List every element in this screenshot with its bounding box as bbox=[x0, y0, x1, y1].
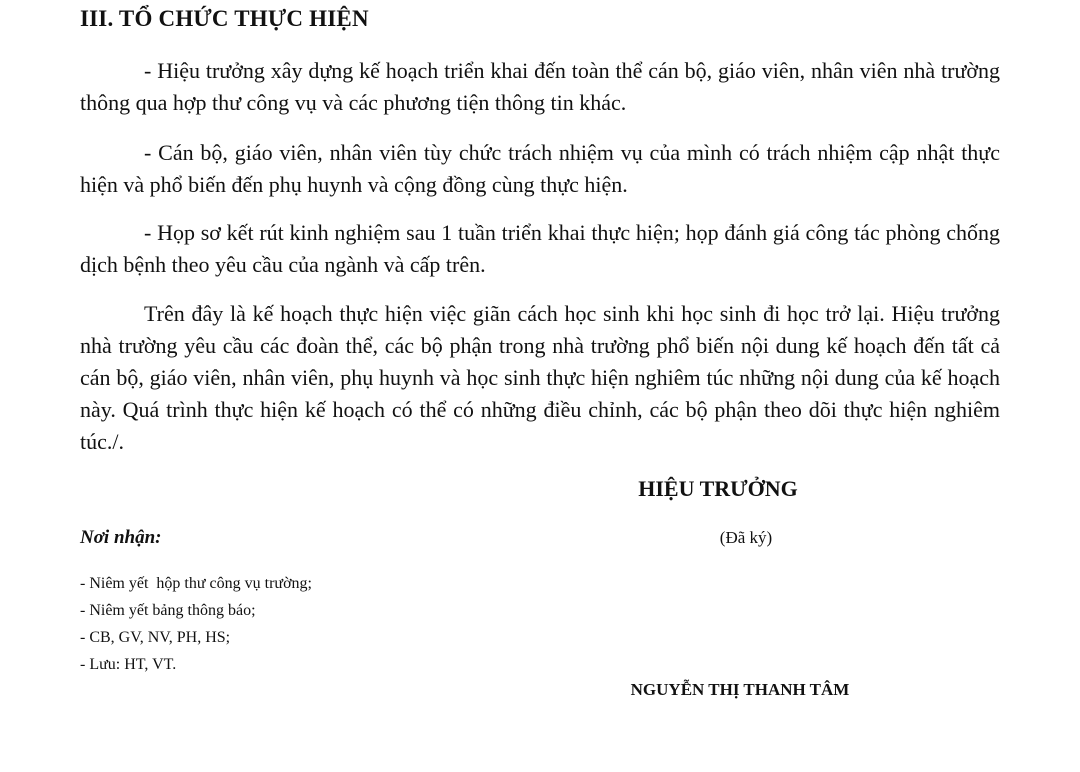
paragraph-assignment-principal: - Hiệu trưởng xây dựng kế hoạch triển khai đến toàn thể cán bộ, giáo viên, nhân viên nhà trường thông qua hợp thư công vụ và các phương tiện thông tin khác. bbox=[80, 58, 1000, 115]
signatory-name: NGUYỄN THỊ THANH TÂM bbox=[630, 680, 850, 699]
recipient-item: - Niêm yết hộp thư công vụ trường; bbox=[80, 575, 312, 592]
recipients-list bbox=[80, 570, 312, 678]
recipients-label: Nơi nhận: bbox=[80, 527, 162, 548]
paragraph-conclusion: Trên đây là kế hoạch thực hiện việc giãn cách học sinh khi học sinh đi học trở lại. Hiệu trưởng nhà trường yêu cầu các đoàn thể, các bộ phận trong nhà trường phổ biến nội dung kế hoạch đến tất cả cán bộ, giáo viên, nhân viên, phụ huynh và học sinh thực hiện nghiêm túc những nội dung của kế hoạch này. Quá trình thực hiện kế hoạch có thể có những điều chỉnh, các bộ phận theo dõi thực hiện nghiêm túc./. bbox=[80, 301, 1000, 454]
recipient-item: - Lưu: HT, VT. bbox=[80, 656, 177, 673]
recipient-item: - Niêm yết bảng thông báo; bbox=[80, 602, 256, 619]
signature-title: HIỆU TRƯỞNG bbox=[638, 476, 798, 501]
paragraph-assignment-staff: - Cán bộ, giáo viên, nhân viên tùy chức trách nhiệm vụ của mình có trách nhiệm cập nhật thực hiện và phổ biến đến phụ huynh và cộng đồng cùng thực hiện. bbox=[80, 140, 1000, 197]
recipient-item: - CB, GV, NV, PH, HS; bbox=[80, 629, 231, 646]
section-title: III. TỔ CHỨC THỰC HIỆN bbox=[80, 6, 369, 31]
signature-status: (Đã ký) bbox=[719, 528, 773, 547]
paragraph-review-meeting: - Họp sơ kết rút kinh nghiệm sau 1 tuần triển khai thực hiện; họp đánh giá công tác phòng chống dịch bệnh theo yêu cầu của ngành và cấp trên. bbox=[80, 220, 1000, 277]
